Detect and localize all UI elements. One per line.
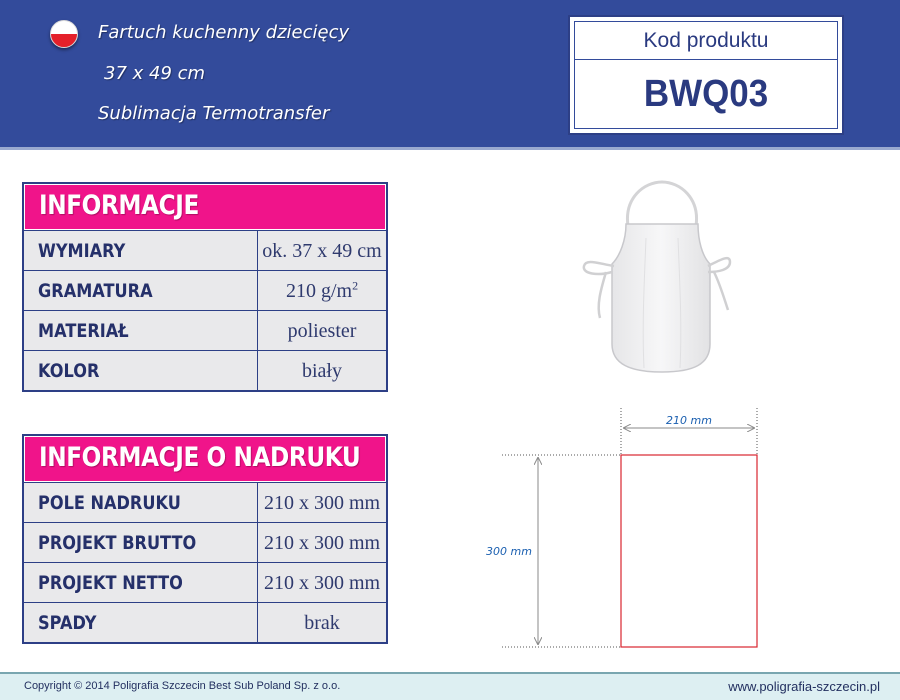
footer: [0, 672, 900, 700]
poland-flag-icon: [50, 20, 78, 48]
row-value: brak: [304, 612, 340, 634]
table-row: [24, 310, 386, 350]
height-dimension-label: 300 mm: [486, 545, 532, 558]
footer-website-link[interactable]: www.poligrafia-szczecin.pl: [728, 679, 880, 694]
print-technique: Sublimacja Termotransfer: [98, 103, 330, 124]
row-value: 210 $g/m^2$: [285, 278, 359, 302]
table-row: [24, 350, 386, 390]
header-divider: [0, 147, 900, 150]
print-table-header: [24, 436, 386, 482]
row-value: biały: [302, 360, 342, 382]
row-key: GRAMATURA: [24, 271, 258, 310]
row-key: SPADY: [24, 603, 258, 642]
width-dimension-label: 210 mm: [666, 414, 712, 427]
table-row: [24, 562, 386, 602]
table-row: [24, 602, 386, 642]
product-size: 37 x 49 cm: [104, 63, 206, 84]
row-key: WYMIARY: [24, 231, 258, 270]
row-value: 210 x 300 mm: [263, 492, 381, 514]
print-info-table: [22, 434, 388, 644]
row-value: ok. 37 x 49 cm: [262, 240, 382, 262]
superscript: 2: [352, 278, 359, 293]
product-code-label: Kod produktu: [575, 22, 837, 60]
row-key: POLE NADRUKU: [24, 483, 258, 522]
row-key: PROJEKT BRUTTO: [24, 523, 258, 562]
footer-copyright: Copyright © 2014 Poligrafia Szczecin Best Sub Poland Sp. z o.o.: [24, 680, 341, 692]
info-table-title: INFORMACJE: [39, 190, 199, 221]
print-area-diagram: [470, 400, 800, 660]
product-code-box: [568, 15, 844, 135]
row-value: 210 x 300 mm: [263, 532, 381, 554]
product-name: Fartuch kuchenny dziecięcy: [98, 22, 350, 43]
print-area-rect: [621, 455, 757, 647]
row-key: PROJEKT NETTO: [24, 563, 258, 602]
row-key: KOLOR: [24, 351, 258, 390]
product-code-value: BWQ03: [643, 73, 769, 115]
info-table: [22, 182, 388, 392]
apron-image: [516, 168, 810, 400]
print-table-title: INFORMACJE O NADRUKU: [39, 442, 361, 473]
info-table-header: [24, 184, 386, 230]
row-value: poliester: [287, 320, 357, 342]
table-row: [24, 230, 386, 270]
product-code-inner: [574, 21, 838, 129]
table-row: [24, 522, 386, 562]
table-row: [24, 270, 386, 310]
row-value: 210 x 300 mm: [263, 572, 381, 594]
header-banner: [0, 0, 900, 147]
row-key: MATERIAŁ: [24, 311, 258, 350]
table-row: [24, 482, 386, 522]
